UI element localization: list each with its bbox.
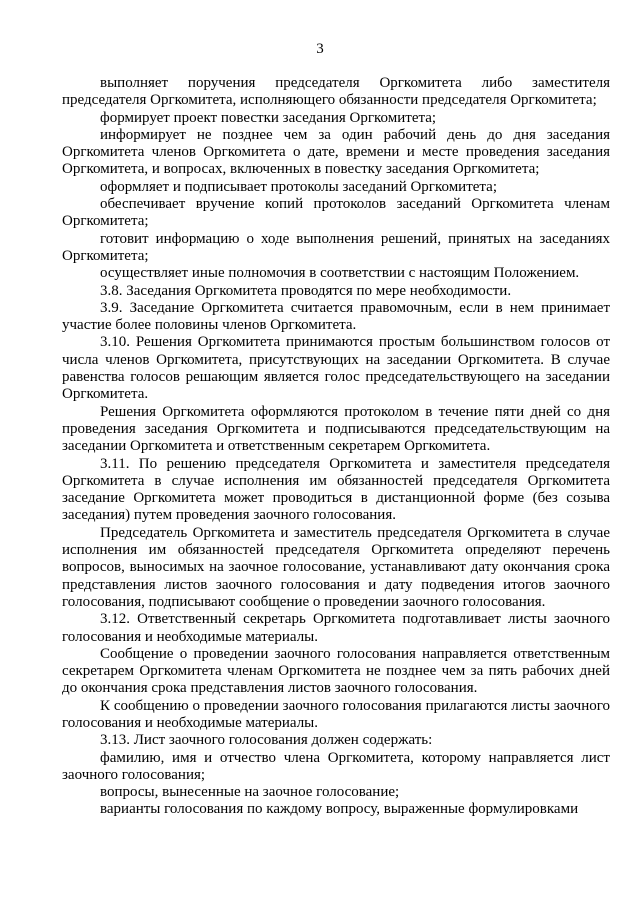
document-body: [62, 75, 610, 819]
paragraph: варианты голосования по каждому вопросу, выраженные формулировками: [100, 801, 579, 818]
paragraph: обеспечивает вручение копий протоколов заседаний Оргкомитета членам Оргкомитета;: [62, 196, 610, 230]
paragraph: информирует не позднее чем за один рабочий день до дня заседания Оргкомитета членов Оргкомитета о дате, времени и месте проведения заседания Оргкомитета, и вопросах, включенных в повестку заседания Оргкомитета;: [62, 126, 610, 178]
paragraph: 3.10. Решения Оргкомитета принимаются простым большинством голосов от числа членов Оргкомитета, присутствующих на заседании Оргкомитета. В случае равенства голосов решающим является голос председательствующего на заседании Оргкомитета.: [62, 334, 610, 403]
paragraph: 3.12. Ответственный секретарь Оргкомитета подготавливает листы заочного голосования и необходимые материалы.: [62, 611, 610, 645]
paragraph: Решения Оргкомитета оформляются протоколом в течение пяти дней со дня проведения заседания Оргкомитета и подписываются председательствующим на заседании Оргкомитета и ответственным секретарем Оргкомитета.: [62, 403, 610, 455]
paragraph: формирует проект повестки заседания Оргкомитета;: [100, 109, 437, 126]
paragraph: 3.11. По решению председателя Оргкомитета и заместителя председателя Оргкомитета в случае исполнения им обязанностей председателя Оргкомитета заседание Оргкомитета может проводиться в дистанционной форме (без созыва заседания) путем проведения заочного голосования.: [62, 455, 610, 524]
paragraph: выполняет поручения председателя Оргкомитета либо заместителя председателя Оргкомитета, исполняющего обязанности председателя Оргкомитета;: [62, 75, 610, 109]
paragraph: оформляет и подписывает протоколы заседаний Оргкомитета;: [100, 178, 497, 195]
paragraph: фамилию, имя и отчество члена Оргкомитета, которому направляется лист заочного голосования;: [62, 749, 610, 783]
paragraph: К сообщению о проведении заочного голосования прилагаются листы заочного голосования и необходимые материалы.: [62, 697, 610, 731]
paragraph: Председатель Оргкомитета и заместитель председателя Оргкомитета в случае исполнения им обязанностей председателя Оргкомитета определяют перечень вопросов, выносимых на заочное голосование, устанавливают дату окончания срока представления листов заочного голосования и дату подведения итогов заочного голосования, подписывают сообщение о проведении заочного голосования.: [62, 524, 610, 610]
page-number: 3: [316, 41, 324, 57]
paragraph: осуществляет иные полномочия в соответствии с настоящим Положением.: [100, 265, 580, 282]
paragraph: 3.9. Заседание Оргкомитета считается правомочным, если в нем принимает участие более половины членов Оргкомитета.: [62, 299, 610, 334]
paragraph: Сообщение о проведении заочного голосования направляется ответственным секретарем Оргкомитета членам Оргкомитета не позднее чем за пять рабочих дней до окончания срока представления листов заочного голосования.: [62, 645, 610, 697]
paragraph: готовит информацию о ходе выполнения решений, принятых на заседаниях Оргкомитета;: [62, 230, 610, 264]
paragraph: 3.13. Лист заочного голосования должен содержать:: [100, 732, 433, 749]
paragraph: 3.8. Заседания Оргкомитета проводятся по мере необходимости.: [100, 282, 512, 299]
paragraph: вопросы, вынесенные на заочное голосование;: [100, 784, 400, 801]
